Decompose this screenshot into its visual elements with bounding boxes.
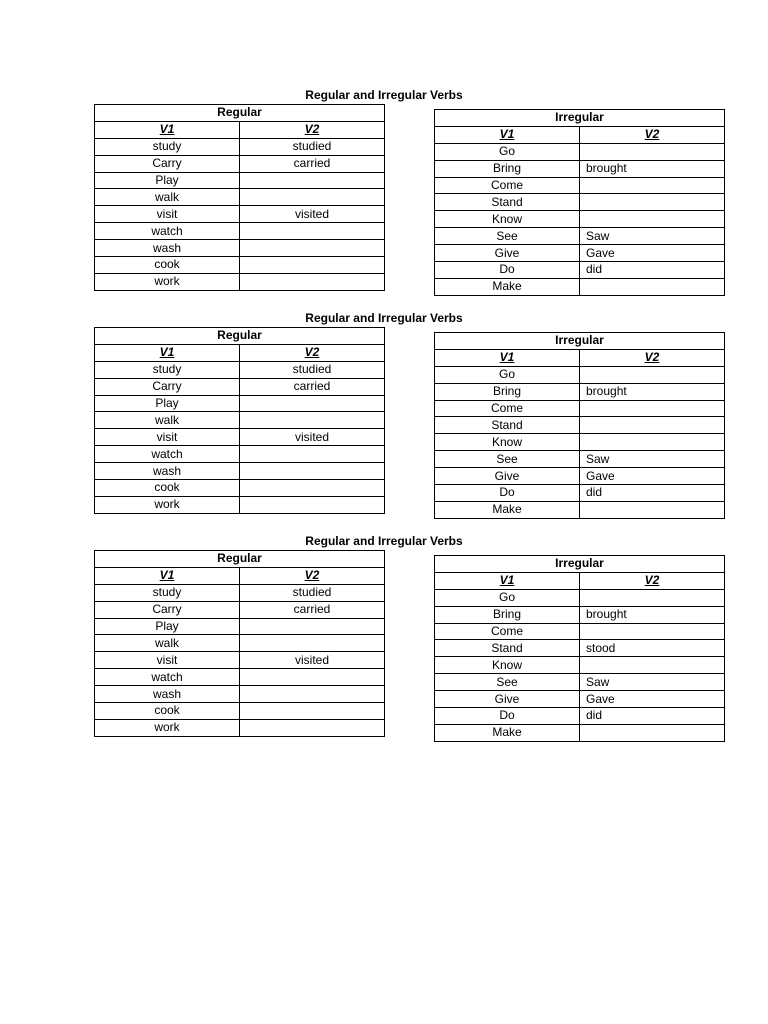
v1-cell: Bring	[435, 160, 580, 177]
v2-cell: Gave	[580, 691, 725, 708]
v2-cell	[240, 618, 385, 635]
v1-cell: walk	[95, 412, 240, 429]
v2-cell: visited	[240, 652, 385, 669]
table-row	[435, 160, 725, 177]
table-row	[435, 674, 725, 691]
v1-cell: Carry	[95, 155, 240, 172]
irregular-verbs-table	[434, 332, 725, 519]
v1-cell: Come	[435, 400, 580, 417]
table-row	[95, 361, 385, 378]
v2-cell: studied	[240, 138, 385, 155]
v1-cell: Stand	[435, 640, 580, 657]
table-row	[435, 228, 725, 245]
v1-cell: wash	[95, 686, 240, 703]
table-header: Regular	[95, 551, 385, 568]
column-header-row	[435, 349, 725, 366]
v1-cell: study	[95, 138, 240, 155]
v1-cell: visit	[95, 429, 240, 446]
v2-cell	[240, 273, 385, 290]
v1-cell: Make	[435, 501, 580, 518]
v1-cell: Know	[435, 434, 580, 451]
column-header-v1: V1	[95, 567, 240, 584]
table-row	[435, 177, 725, 194]
v2-cell	[240, 703, 385, 720]
regular-verbs-table	[94, 550, 385, 737]
section-title: Regular and Irregular Verbs	[305, 534, 463, 548]
table-row	[435, 606, 725, 623]
v2-cell: visited	[240, 206, 385, 223]
table-row	[95, 703, 385, 720]
v1-cell: study	[95, 584, 240, 601]
table-row	[95, 395, 385, 412]
v2-cell	[240, 496, 385, 513]
table-row	[95, 172, 385, 189]
table-header-row	[95, 105, 385, 122]
v2-cell	[580, 278, 725, 295]
v1-cell: wash	[95, 463, 240, 480]
table-row	[435, 691, 725, 708]
table-row	[95, 635, 385, 652]
table-header: Regular	[95, 328, 385, 345]
section-title: Regular and Irregular Verbs	[305, 311, 463, 325]
table-row	[95, 257, 385, 274]
v1-cell: Play	[95, 172, 240, 189]
table-row	[435, 383, 725, 400]
v2-cell	[240, 412, 385, 429]
table-row	[95, 446, 385, 463]
v2-cell	[240, 669, 385, 686]
v1-cell: visit	[95, 652, 240, 669]
v1-cell: See	[435, 228, 580, 245]
table-header-row	[95, 328, 385, 345]
v2-cell	[240, 189, 385, 206]
table-row	[435, 657, 725, 674]
table-row	[95, 618, 385, 635]
v1-cell: Give	[435, 468, 580, 485]
table-row	[95, 601, 385, 618]
table-row	[95, 686, 385, 703]
column-header-v2: V2	[240, 121, 385, 138]
table-header-row	[95, 551, 385, 568]
v2-cell	[240, 395, 385, 412]
v2-cell: did	[580, 708, 725, 725]
v2-cell: Gave	[580, 468, 725, 485]
v1-cell: cook	[95, 703, 240, 720]
v1-cell: Carry	[95, 601, 240, 618]
table-header: Regular	[95, 105, 385, 122]
v1-cell: Play	[95, 395, 240, 412]
v2-cell	[240, 172, 385, 189]
table-row	[95, 463, 385, 480]
table-row	[95, 669, 385, 686]
table-row	[95, 378, 385, 395]
table-row	[95, 412, 385, 429]
v2-cell: brought	[580, 383, 725, 400]
v2-cell	[240, 240, 385, 257]
table-row	[435, 262, 725, 279]
v1-cell: Play	[95, 618, 240, 635]
table-row	[435, 366, 725, 383]
v1-cell: Do	[435, 262, 580, 279]
v2-cell: Saw	[580, 228, 725, 245]
v2-cell	[240, 686, 385, 703]
column-header-row	[95, 344, 385, 361]
v1-cell: walk	[95, 189, 240, 206]
v1-cell: visit	[95, 206, 240, 223]
v1-cell: work	[95, 496, 240, 513]
table-row	[95, 240, 385, 257]
v1-cell: Carry	[95, 378, 240, 395]
column-header-v1: V1	[435, 349, 580, 366]
column-header-v2: V2	[580, 572, 725, 589]
v1-cell: Go	[435, 589, 580, 606]
table-header: Irregular	[435, 333, 725, 350]
table-row	[435, 501, 725, 518]
v2-cell: Gave	[580, 245, 725, 262]
table-row	[95, 719, 385, 736]
v1-cell: See	[435, 674, 580, 691]
table-row	[95, 429, 385, 446]
v2-cell	[240, 446, 385, 463]
table-row	[435, 434, 725, 451]
v1-cell: Stand	[435, 194, 580, 211]
v2-cell	[580, 400, 725, 417]
v2-cell	[240, 223, 385, 240]
v1-cell: watch	[95, 446, 240, 463]
v2-cell: brought	[580, 160, 725, 177]
table-row	[95, 652, 385, 669]
v2-cell: carried	[240, 378, 385, 395]
column-header-row	[435, 126, 725, 143]
v2-cell	[580, 143, 725, 160]
v1-cell: Go	[435, 143, 580, 160]
v1-cell: work	[95, 273, 240, 290]
column-header-v2: V2	[240, 344, 385, 361]
v2-cell: studied	[240, 361, 385, 378]
table-row	[435, 485, 725, 502]
table-header-row	[435, 110, 725, 127]
v1-cell: Stand	[435, 417, 580, 434]
table-row	[95, 223, 385, 240]
table-row	[95, 206, 385, 223]
v1-cell: Bring	[435, 383, 580, 400]
table-header-row	[435, 556, 725, 573]
table-row	[435, 451, 725, 468]
v2-cell	[580, 623, 725, 640]
v2-cell: carried	[240, 155, 385, 172]
v2-cell: did	[580, 262, 725, 279]
column-header-v1: V1	[95, 121, 240, 138]
v1-cell: See	[435, 451, 580, 468]
v2-cell	[580, 417, 725, 434]
v2-cell	[580, 434, 725, 451]
table-row	[435, 708, 725, 725]
table-row	[435, 724, 725, 741]
table-row	[435, 245, 725, 262]
v2-cell	[580, 177, 725, 194]
v1-cell: cook	[95, 257, 240, 274]
v2-cell	[580, 194, 725, 211]
v2-cell	[240, 463, 385, 480]
table-row	[95, 273, 385, 290]
table-header-row	[435, 333, 725, 350]
v1-cell: Do	[435, 485, 580, 502]
table-row	[435, 194, 725, 211]
table-row	[435, 400, 725, 417]
v1-cell: wash	[95, 240, 240, 257]
v2-cell: Saw	[580, 451, 725, 468]
v2-cell: did	[580, 485, 725, 502]
column-header-row	[95, 567, 385, 584]
v2-cell: visited	[240, 429, 385, 446]
v1-cell: Give	[435, 691, 580, 708]
table-row	[435, 640, 725, 657]
v1-cell: watch	[95, 223, 240, 240]
v1-cell: work	[95, 719, 240, 736]
v2-cell	[580, 211, 725, 228]
column-header-v2: V2	[580, 349, 725, 366]
v2-cell	[580, 366, 725, 383]
v2-cell	[580, 501, 725, 518]
v2-cell: Saw	[580, 674, 725, 691]
table-row	[95, 496, 385, 513]
column-header-row	[95, 121, 385, 138]
column-header-v2: V2	[240, 567, 385, 584]
v2-cell	[240, 719, 385, 736]
v1-cell: Know	[435, 657, 580, 674]
column-header-v1: V1	[95, 344, 240, 361]
column-header-v1: V1	[435, 126, 580, 143]
v1-cell: Make	[435, 724, 580, 741]
v2-cell: brought	[580, 606, 725, 623]
table-row	[435, 468, 725, 485]
table-row	[95, 138, 385, 155]
v1-cell: Make	[435, 278, 580, 295]
regular-verbs-table	[94, 327, 385, 514]
v2-cell	[580, 589, 725, 606]
table-row	[435, 278, 725, 295]
v1-cell: Do	[435, 708, 580, 725]
table-header: Irregular	[435, 556, 725, 573]
v1-cell: Bring	[435, 606, 580, 623]
section-title: Regular and Irregular Verbs	[305, 88, 463, 102]
table-row	[435, 143, 725, 160]
v2-cell	[580, 724, 725, 741]
v1-cell: Give	[435, 245, 580, 262]
v1-cell: watch	[95, 669, 240, 686]
v2-cell	[240, 480, 385, 497]
table-row	[435, 589, 725, 606]
v1-cell: Come	[435, 177, 580, 194]
table-row	[435, 623, 725, 640]
v1-cell: Come	[435, 623, 580, 640]
table-row	[435, 211, 725, 228]
regular-verbs-table	[94, 104, 385, 291]
v2-cell: carried	[240, 601, 385, 618]
v2-cell: stood	[580, 640, 725, 657]
column-header-row	[435, 572, 725, 589]
table-row	[95, 584, 385, 601]
v1-cell: cook	[95, 480, 240, 497]
v1-cell: walk	[95, 635, 240, 652]
v2-cell: studied	[240, 584, 385, 601]
v1-cell: Know	[435, 211, 580, 228]
column-header-v2: V2	[580, 126, 725, 143]
table-row	[435, 417, 725, 434]
v2-cell	[580, 657, 725, 674]
v2-cell	[240, 257, 385, 274]
table-row	[95, 155, 385, 172]
v1-cell: study	[95, 361, 240, 378]
irregular-verbs-table	[434, 555, 725, 742]
table-row	[95, 189, 385, 206]
v2-cell	[240, 635, 385, 652]
column-header-v1: V1	[435, 572, 580, 589]
v1-cell: Go	[435, 366, 580, 383]
table-row	[95, 480, 385, 497]
table-header: Irregular	[435, 110, 725, 127]
irregular-verbs-table	[434, 109, 725, 296]
